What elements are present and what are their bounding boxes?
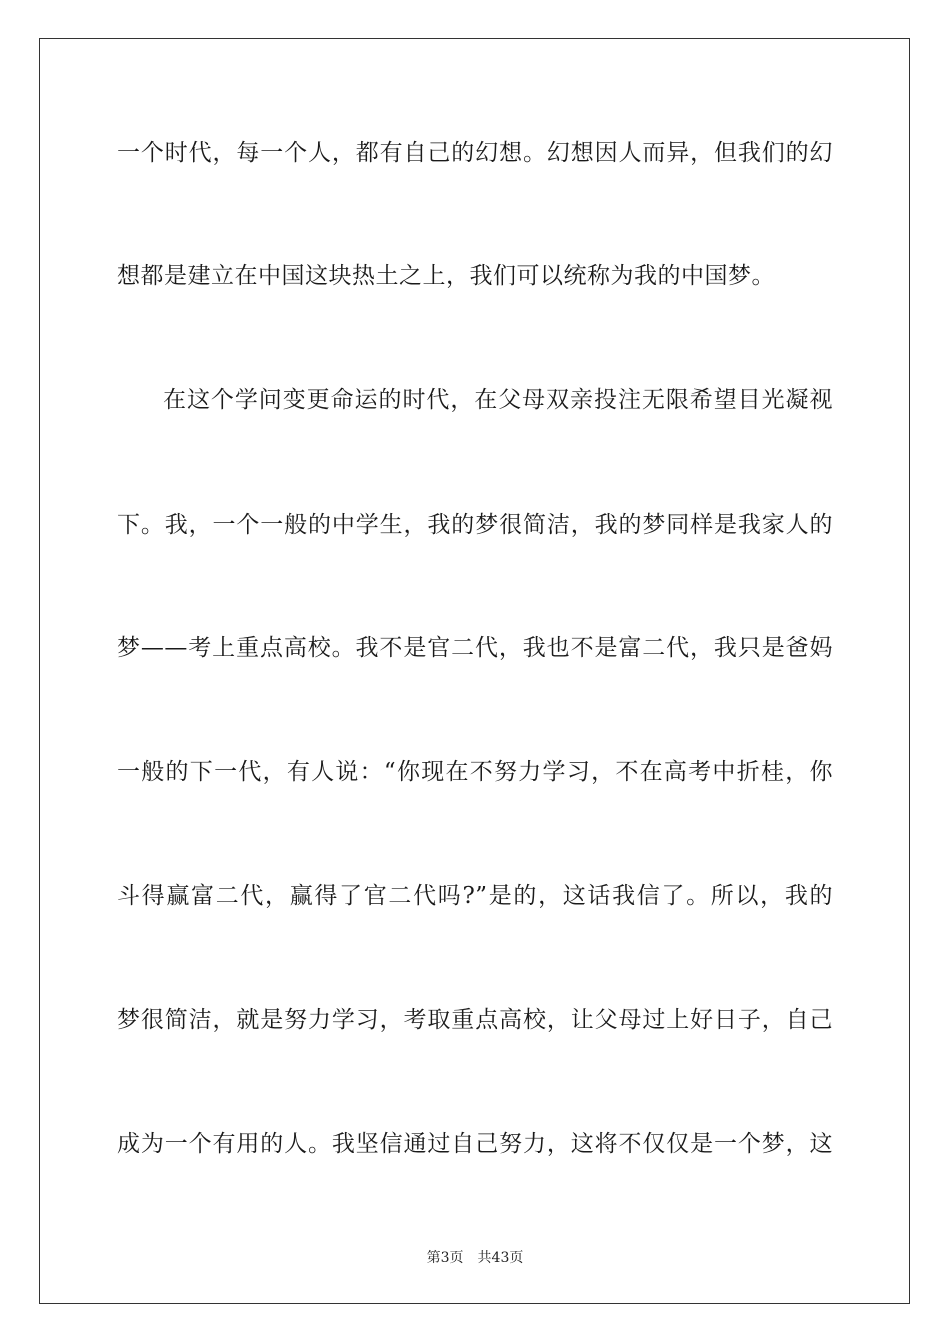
- text-line-3: 在这个学问变更命运的时代，在父母双亲投注无限希望目光凝视: [163, 387, 833, 413]
- text-line-9: 成为一个有用的人。我坚信通过自己努力，这将不仅仅是一个梦，这: [117, 1131, 833, 1157]
- page-number: 第3页: [426, 1250, 464, 1266]
- text-line-7: 斗得赢富二代，赢得了官二代吗?”是的，这话我信了。所以，我的: [117, 883, 833, 909]
- text-line-4: 下。我，一个一般的中学生，我的梦很简洁，我的梦同样是我家人的: [117, 512, 833, 538]
- page-total: 共43页: [477, 1250, 524, 1266]
- text-line-1: 一个时代，每一个人，都有自己的幻想。幻想因人而异，但我们的幻: [117, 140, 833, 166]
- page-border: [39, 38, 910, 1304]
- text-line-2: 想都是建立在中国这块热土之上，我们可以统称为我的中国梦。: [117, 263, 775, 289]
- text-line-5: 梦——考上重点高校。我不是官二代，我也不是富二代，我只是爸妈: [117, 635, 833, 661]
- text-line-8: 梦很简洁，就是努力学习，考取重点高校，让父母过上好日子，自己: [117, 1007, 833, 1033]
- page-footer: [0, 1248, 950, 1268]
- text-line-6: 一般的下一代，有人说：“你现在不努力学习，不在高考中折桂，你: [117, 759, 833, 785]
